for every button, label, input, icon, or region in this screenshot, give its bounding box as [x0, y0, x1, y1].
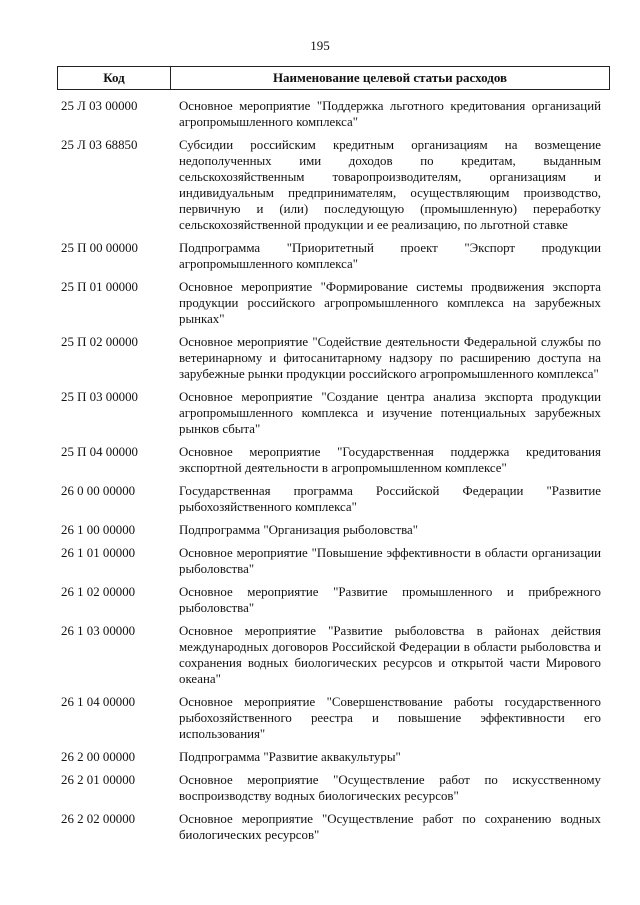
- row-code: 26 1 00 00000: [61, 523, 136, 537]
- table-row: [57, 334, 610, 382]
- row-code: 26 2 01 00000: [61, 773, 136, 787]
- row-name: Подпрограмма "Развитие аквакультуры": [179, 750, 401, 764]
- row-name: Государственная программа Российской Федерации "Развитие рыбохозяйственного комплекса": [179, 484, 601, 514]
- table-row: [57, 545, 610, 577]
- header-code: Код: [58, 67, 171, 89]
- row-code: 25 П 02 00000: [61, 335, 138, 349]
- row-code: 26 1 04 00000: [61, 695, 136, 709]
- row-name: Основное мероприятие "Формирование системы продвижения экспорта продукции российского агропромышленного комплекса на зарубежных рынках": [179, 280, 601, 326]
- table-row: [57, 623, 610, 687]
- row-code: 25 П 04 00000: [61, 445, 138, 459]
- row-code: 25 Л 03 68850: [61, 138, 138, 152]
- table-row: [57, 389, 610, 437]
- row-code: 25 П 01 00000: [61, 280, 138, 294]
- table-row: [57, 772, 610, 804]
- row-name: Субсидии российским кредитным организациям на возмещение недополученных ими доходов по кредитам, выданным сельскохозяйственным товаропроизводителям, организациям и индивидуальным предпринимателям, осуществляющим производство, первичную и (или) последующую (промышленную) переработку сельскохозяйственной продукции и ее реализацию, по льготной ставке: [179, 138, 601, 232]
- row-code: 25 П 03 00000: [61, 390, 138, 404]
- table-row: [57, 279, 610, 327]
- row-name: Основное мероприятие "Создание центра анализа экспорта продукции агропромышленного комплекса и изучение потенциальных зарубежных рынков сбыта": [179, 390, 601, 436]
- budget-code-table: [57, 66, 610, 850]
- table-row: [57, 584, 610, 616]
- row-code: 26 0 00 00000: [61, 484, 136, 498]
- row-code: 26 2 02 00000: [61, 812, 136, 826]
- table-row: [57, 137, 610, 233]
- table-row: [57, 522, 610, 538]
- row-name: Основное мероприятие "Осуществление работ по сохранению водных биологических ресурсов": [179, 812, 601, 842]
- table-row: [57, 240, 610, 272]
- row-name: Основное мероприятие "Повышение эффективности в области организации рыболовства": [179, 546, 601, 576]
- table-row: [57, 444, 610, 476]
- table-body: [57, 98, 610, 843]
- row-code: 25 Л 03 00000: [61, 99, 138, 113]
- table-row: [57, 694, 610, 742]
- row-name: Основное мероприятие "Осуществление работ по искусственному воспроизводству водных биологических ресурсов": [179, 773, 601, 803]
- row-name: Основное мероприятие "Развитие промышленного и прибрежного рыболовства": [179, 585, 601, 615]
- row-code: 25 П 00 00000: [61, 241, 138, 255]
- table-row: [57, 811, 610, 843]
- row-code: 26 1 03 00000: [61, 624, 136, 638]
- row-name: Основное мероприятие "Поддержка льготного кредитования организаций агропромышленного комплекса": [179, 99, 601, 129]
- page-number: 195: [310, 38, 330, 53]
- row-name: Основное мероприятие "Содействие деятельности Федеральной службы по ветеринарному и фитосанитарному надзору по расширению доступа на зарубежные рынки продукции российского агропромышленного комплекса": [179, 335, 601, 381]
- row-code: 26 2 00 00000: [61, 750, 136, 764]
- table-row: [57, 98, 610, 130]
- row-name: Подпрограмма "Организация рыболовства": [179, 523, 419, 537]
- row-code: 26 1 02 00000: [61, 585, 136, 599]
- table-header-row: [57, 66, 610, 90]
- row-name: Основное мероприятие "Государственная поддержка кредитования экспортной деятельности в агропромышленном комплексе": [179, 445, 601, 475]
- row-name: Подпрограмма "Приоритетный проект "Экспорт продукции агропромышленного комплекса": [179, 241, 601, 271]
- row-code: 26 1 01 00000: [61, 546, 136, 560]
- header-name: Наименование целевой статьи расходов: [272, 70, 508, 85]
- table-row: [57, 749, 610, 765]
- row-name: Основное мероприятие "Совершенствование работы государственного рыбохозяйственного реестра и повышение эффективности его использования": [179, 695, 601, 741]
- row-name: Основное мероприятие "Развитие рыболовства в районах действия международных договоров Российской Федерации в области рыболовства и сохранения водных биологических ресурсов и открытой части Мирового океана": [179, 624, 601, 686]
- table-row: [57, 483, 610, 515]
